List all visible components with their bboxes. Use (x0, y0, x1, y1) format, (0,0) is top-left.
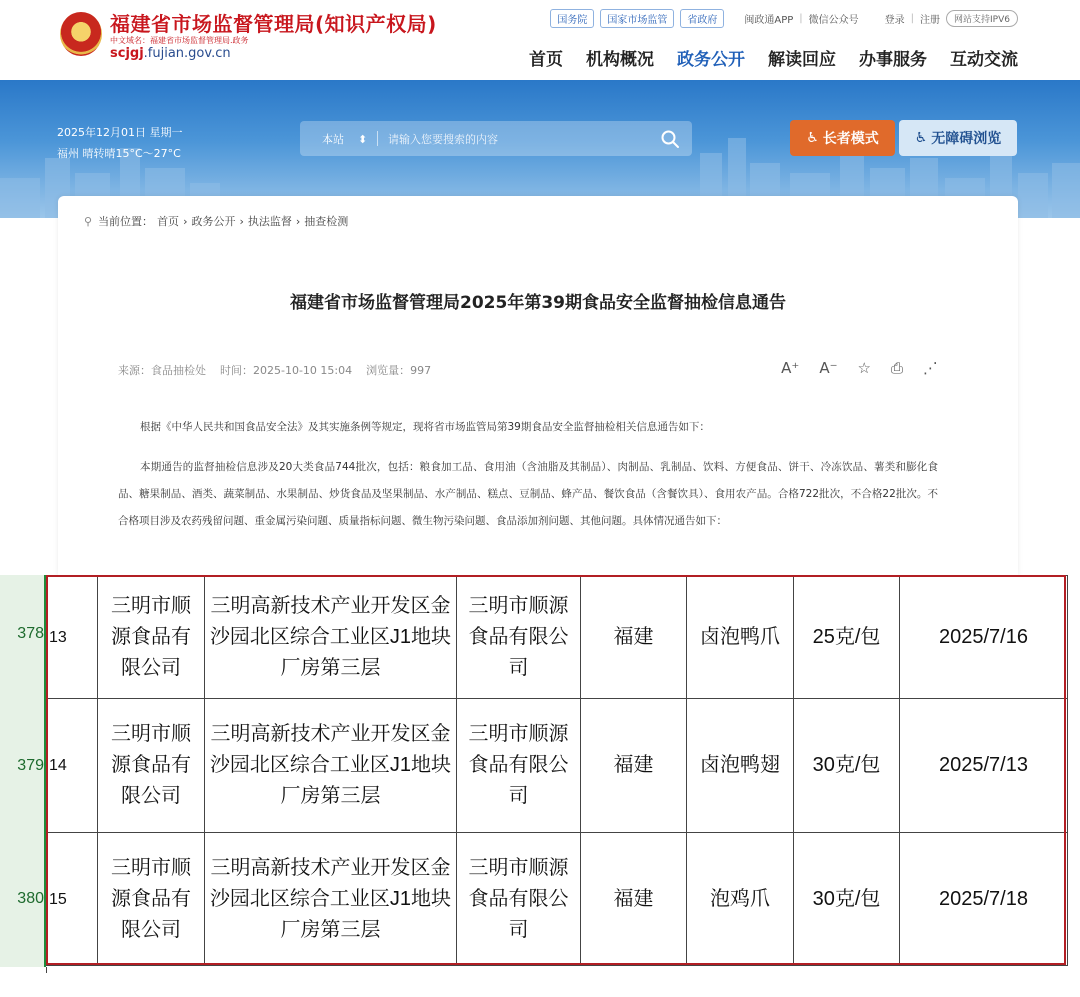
ipv6-badge: 网站支持IPV6 (946, 10, 1018, 27)
search-scope-select[interactable]: 本站 ⬍ (322, 133, 368, 146)
cell-seller[interactable]: 三明市顺源食品有限公司 (457, 833, 581, 966)
cell-producer[interactable]: 三明市顺源食品有限公司 (98, 833, 205, 966)
table-row (47, 576, 1068, 699)
article-views: 浏览量：997 (366, 364, 432, 377)
favorite-star-icon[interactable]: ☆ (857, 359, 871, 377)
breadcrumb-sep: › (239, 214, 244, 228)
elder-icon: ♿︎ (806, 130, 819, 146)
nav-item-interpretation[interactable]: 解读回应 (768, 50, 836, 70)
nav-item-home[interactable]: 首页 (529, 50, 563, 70)
breadcrumb-prefix: 当前位置： (98, 215, 154, 228)
search-box (300, 121, 692, 156)
cell-product[interactable]: 卤泡鸭爪 (687, 576, 794, 699)
weather-info: 福州 晴转晴15°C～27°C (57, 147, 181, 160)
inspection-table-area (0, 575, 1080, 997)
table-row (47, 833, 1068, 966)
cell-spec[interactable]: 30克/包 (794, 699, 900, 833)
breadcrumb-gov-affairs[interactable]: 政务公开 (191, 215, 236, 228)
link-provincial-gov[interactable]: 省政府 (680, 9, 724, 28)
link-samr[interactable]: 国家市场监管 (600, 9, 674, 28)
breadcrumb-inspection[interactable]: 抽查检测 (304, 215, 349, 228)
article-card (58, 196, 1018, 576)
row-number[interactable]: 378 (17, 625, 44, 642)
cell-address[interactable]: 三明高新技术产业开发区金沙园北区综合工业区J1地块厂房第三层 (205, 699, 457, 833)
cell-seq[interactable]: 14 (47, 699, 98, 833)
article-meta (118, 362, 431, 378)
cell-date[interactable]: 2025/7/18 (900, 833, 1068, 966)
top-links-bar: 国务院 国家市场监管 省政府 闽政通APP | 微信公众号 登录 | 注册 网站支持IPV6 (550, 9, 1018, 28)
breadcrumb-sep: › (183, 214, 188, 228)
inspection-table (46, 575, 1068, 966)
cell-seq[interactable]: 13 (47, 576, 98, 699)
cell-date[interactable]: 2025/7/13 (900, 699, 1068, 833)
nav-item-interaction[interactable]: 互动交流 (950, 50, 1018, 70)
site-domain: scjgj.fujian.gov.cn (110, 46, 231, 61)
main-nav (529, 45, 1018, 70)
table-row (47, 699, 1068, 833)
location-pin-icon: ⚲ (84, 214, 93, 228)
breadcrumb (84, 213, 348, 229)
article-paragraph-intro: 根据《中华人民共和国食品安全法》及其实施条例等规定，现将省市场监管局第39期食品安全监督抽检相关信息通告如下： (140, 421, 710, 433)
cell-province[interactable]: 福建 (581, 699, 687, 833)
cell-product[interactable]: 卤泡鸭翅 (687, 699, 794, 833)
scope-dropdown-icon: ⬍ (358, 133, 368, 146)
current-date: 2025年12月01日 星期一 (57, 126, 183, 139)
site-header (0, 0, 1080, 80)
article-source: 来源：食品抽检处 (118, 364, 206, 377)
register-link[interactable]: 注册 (920, 15, 941, 26)
cell-producer[interactable]: 三明市顺源食品有限公司 (98, 699, 205, 833)
search-input[interactable] (386, 128, 650, 150)
cell-seq[interactable]: 15 (47, 833, 98, 966)
search-divider (377, 131, 378, 146)
print-icon[interactable]: ⎙ (890, 359, 903, 377)
nav-item-gov-affairs[interactable]: 政务公开 (677, 50, 745, 70)
cell-address[interactable]: 三明高新技术产业开发区金沙园北区综合工业区J1地块厂房第三层 (205, 576, 457, 699)
cell-producer[interactable]: 三明市顺源食品有限公司 (98, 576, 205, 699)
cell-address[interactable]: 三明高新技术产业开发区金沙园北区综合工业区J1地块厂房第三层 (205, 833, 457, 966)
cell-date[interactable]: 2025/7/16 (900, 576, 1068, 699)
breadcrumb-enforcement[interactable]: 执法监督 (247, 215, 292, 228)
login-link[interactable]: 登录 (884, 15, 905, 26)
cell-seller[interactable]: 三明市顺源食品有限公司 (457, 576, 581, 699)
breadcrumb-home[interactable]: 首页 (157, 215, 180, 228)
link-wechat[interactable]: 微信公众号 (808, 15, 859, 26)
elder-mode-button[interactable]: ♿︎ 长者模式 (790, 120, 895, 156)
link-app[interactable]: 闽政通APP (744, 15, 794, 26)
nav-item-about[interactable]: 机构概况 (586, 50, 654, 70)
search-icon[interactable] (660, 129, 680, 149)
next-row-edge (46, 967, 1080, 973)
accessibility-button[interactable]: ♿ 无障碍浏览 (899, 120, 1017, 156)
site-title[interactable]: 福建省市场监督管理局(知识产权局) (110, 12, 437, 36)
share-icon[interactable]: ⋰ (923, 359, 938, 377)
article-tools (781, 359, 938, 377)
cell-seller[interactable]: 三明市顺源食品有限公司 (457, 699, 581, 833)
cell-spec[interactable]: 25克/包 (794, 576, 900, 699)
national-emblem-logo (60, 12, 102, 56)
chinese-domain-line: 中文域名：福建省市场监督管理局.政务 (110, 36, 249, 45)
cell-province[interactable]: 福建 (581, 833, 687, 966)
spreadsheet-row-numbers (0, 575, 46, 967)
row-number[interactable]: 379 (17, 757, 44, 774)
nav-item-services[interactable]: 办事服务 (859, 50, 927, 70)
article-paragraph-summary: 本期通告的监督抽检信息涉及20大类食品744批次，包括：粮食加工品、食用油（含油脂及其制品）、肉制品、乳制品、饮料、方便食品、饼干、冷冻饮品、薯类和膨化食品、糖果制品、酒类、蔬菜制品、水果制品、炒货食品及坚果制品、水产制品、糕点、豆制品、蜂产品、餐饮食品（含餐饮具）、食用农产品。合格722批次，不合格22批次。不合格项目涉及农药残留问题、重金属污染问题、质量指标问题、微生物污染问题、食品添加剂问题、其他问题。具体情况通告如下： (118, 461, 938, 527)
row-number[interactable]: 380 (17, 890, 44, 907)
link-state-council[interactable]: 国务院 (550, 9, 594, 28)
article-title: 福建省市场监督管理局2025年第39期食品安全监督抽检信息通告 (290, 293, 786, 313)
wheelchair-icon: ♿ (914, 130, 928, 146)
cell-spec[interactable]: 30克/包 (794, 833, 900, 966)
cell-province[interactable]: 福建 (581, 576, 687, 699)
cell-product[interactable]: 泡鸡爪 (687, 833, 794, 966)
font-decrease-icon[interactable]: A⁻ (819, 359, 838, 377)
article-time: 时间：2025-10-10 15:04 (220, 364, 353, 377)
breadcrumb-sep: › (295, 214, 301, 228)
font-increase-icon[interactable]: A⁺ (781, 359, 800, 377)
